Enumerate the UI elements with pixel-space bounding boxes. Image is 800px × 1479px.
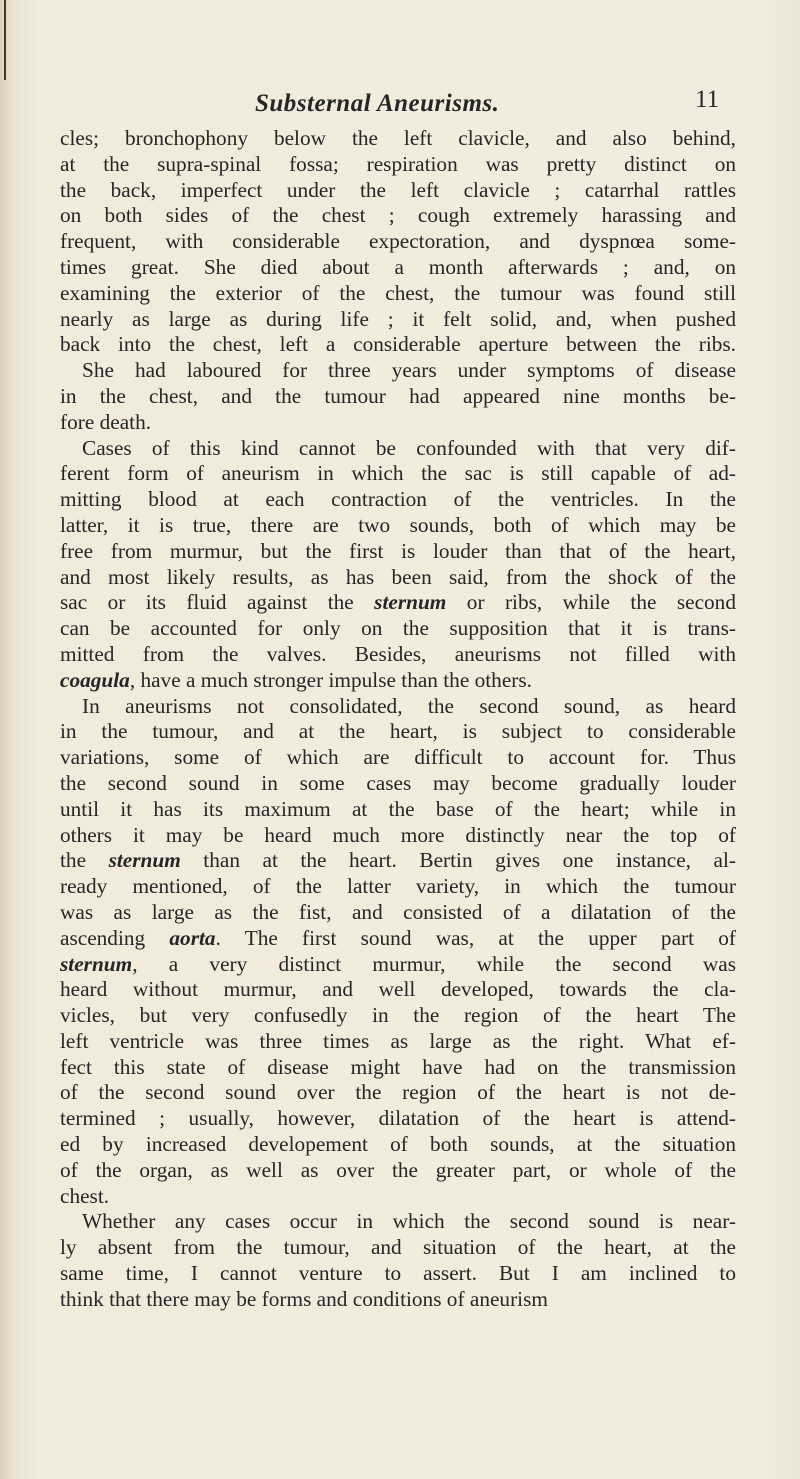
text-line: mitted from the valves. Besides, aneurisms not filled with [60,641,736,666]
text-line: others it may be heard much more distinctly near the top of [60,822,736,847]
text-line: was as large as the fist, and consisted of a dilatation of the [60,899,736,924]
italic-term: aorta [169,925,216,950]
running-head [0,86,800,126]
text-line: the back, imperfect under the left clavicle ; catarrhal rattles [60,177,736,202]
text-line: same time, I cannot venture to assert. But I am inclined to [60,1261,736,1286]
italic-term: coagula [60,667,130,692]
text-line: the second sound in some cases may become gradually louder [60,770,736,795]
body-text [60,126,736,1313]
text-line: termined ; usually, however, dilatation of the heart is attend- [60,1106,736,1131]
text-line [60,952,736,978]
text-line: cles; bronchophony below the left clavicle, and also behind, [60,126,736,150]
text-line: in the chest, and the tumour had appeared nine months be- [60,383,736,408]
text-line [60,848,736,874]
text-line: She had laboured for three years under symptoms of disease [82,358,736,383]
text-line: examining the exterior of the chest, the tumour was found still [60,280,736,305]
text-line: of the second sound over the region of the heart is not de- [60,1080,736,1105]
text-line: frequent, with considerable expectoration, and dyspnœa some- [60,229,736,254]
text-line: ready mentioned, of the latter variety, in which the tumour [60,874,736,899]
text-segment: or ribs, while the second [446,590,736,615]
text-line: ed by increased developement of both sounds, at the situation [60,1132,736,1157]
running-title: Substernal Aneurisms. [255,90,500,117]
text-line: fect this state of disease might have had on the transmission [60,1054,736,1079]
text-segment: . The first sound was, at the upper part of [215,925,737,950]
text-line: ferent form of aneurism in which the sac is still capable of ad- [60,461,736,486]
text-line: ly absent from the tumour, and situation of the heart, at the [60,1235,736,1260]
text-line: on both sides of the chest ; cough extremely harassing and [60,203,736,228]
text-line: times great. She died about a month afterwards ; and, on [60,254,736,279]
text-line [60,590,736,616]
text-line: variations, some of which are difficult to account for. Thus [60,745,736,770]
text-line: Cases of this kind cannot be confounded with that very dif- [82,435,736,460]
text-line [60,926,736,952]
text-segment: , have a much stronger impulse than the others. [129,667,532,692]
italic-term: sternum [60,951,133,976]
text-line: until it has its maximum at the base of the heart; while in [60,796,736,821]
text-line: latter, it is true, there are two sounds, both of which may be [60,512,736,537]
text-segment: , a very distinct murmur, while the second was [132,951,736,976]
text-line: fore death. [60,409,152,434]
text-segment: the [60,848,109,873]
text-line: in the tumour, and at the heart, is subject to considerable [60,719,736,744]
text-line: heard without murmur, and well developed, towards the cla- [60,977,736,1002]
gutter-mark [4,0,6,80]
text-line: of the organ, as well as over the greater part, or whole of the [60,1157,736,1182]
text-line: vicles, but very confusedly in the region of the heart The [60,1003,736,1028]
text-line: mitting blood at each contraction of the ventricles. In the [60,487,736,512]
italic-term: sternum [108,848,181,873]
text-line: nearly as large as during life ; it felt solid, and, when pushed [60,306,736,331]
text-line: left ventricle was three times as large as the right. What ef- [60,1028,736,1053]
italic-term: sternum [374,590,447,615]
text-line: chest. [60,1183,110,1208]
text-line: think that there may be forms and conditions of aneurism [60,1286,548,1311]
text-line: at the supra-spinal fossa; respiration was pretty distinct on [60,151,736,176]
text-line: back into the chest, left a considerable aperture between the ribs. [60,332,736,357]
text-segment: sac or its fluid against the [60,590,375,615]
text-line: In aneurisms not consolidated, the second sound, as heard [82,693,736,718]
text-line [60,668,736,694]
page-gutter [0,0,16,1479]
text-line: and most likely results, as has been said, from the shock of the [60,564,736,589]
text-segment: ascending [60,925,170,950]
text-line: free from murmur, but the first is louder than that of the heart, [60,538,736,563]
page-number: 11 [695,86,720,113]
text-segment: than at the heart. Bertin gives one instance, al- [180,848,737,873]
text-line: Whether any cases occur in which the second sound is near- [82,1209,736,1234]
text-line: can be accounted for only on the supposition that it is trans- [60,616,736,641]
